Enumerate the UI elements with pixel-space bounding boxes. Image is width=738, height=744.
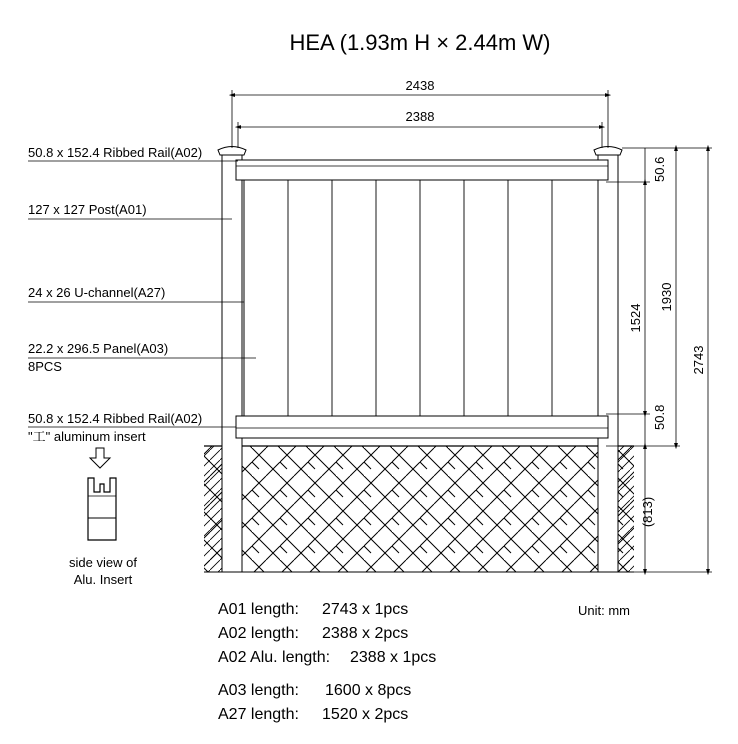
top-gap-label: 50.6 bbox=[652, 156, 667, 182]
down-arrow-icon bbox=[90, 448, 110, 468]
spec-a02-value: 2388 x 2pcs bbox=[322, 625, 409, 642]
panel-qty-label: 8PCS bbox=[28, 359, 62, 374]
bottom-rail bbox=[236, 416, 608, 438]
burial-depth-label: (813) bbox=[640, 496, 655, 528]
diagram-title: HEA (1.93m H × 2.44m W) bbox=[289, 30, 551, 55]
top-rail bbox=[236, 160, 608, 180]
bottom-rail-label: 50.8 x 152.4 Ribbed Rail(A02) bbox=[28, 411, 203, 426]
post-label: 127 x 127 Post(A01) bbox=[28, 202, 147, 217]
u-channel-label: 24 x 26 U-channel(A27) bbox=[28, 285, 166, 300]
spec-a02-alu-label: A02 Alu. length: bbox=[218, 649, 331, 666]
top-rail-label: 50.8 x 152.4 Ribbed Rail(A02) bbox=[28, 145, 203, 160]
spec-a27-label: A27 length: bbox=[218, 706, 299, 723]
panel-height-label: 1524 bbox=[628, 303, 643, 333]
side-view-label-line2: Alu. Insert bbox=[73, 572, 133, 587]
fence-panels bbox=[244, 180, 598, 416]
spec-a01-label: A01 length: bbox=[218, 601, 299, 618]
spec-a27-value: 1520 x 2pcs bbox=[322, 706, 409, 723]
overall-width-label: 2438 bbox=[405, 78, 435, 93]
spec-list bbox=[218, 601, 436, 723]
spec-a02-label: A02 length: bbox=[218, 625, 299, 642]
fence-height-label: 1930 bbox=[659, 282, 674, 312]
panel-label: 22.2 x 296.5 Panel(A03) bbox=[28, 341, 169, 356]
spec-a01-value: 2743 x 1pcs bbox=[322, 601, 409, 618]
spec-a03-value: 1600 x 8pcs bbox=[325, 682, 412, 699]
panel-width-label: 2388 bbox=[405, 109, 435, 124]
spec-a02-alu-value: 2388 x 1pcs bbox=[350, 649, 437, 666]
unit-label: Unit: mm bbox=[578, 603, 630, 618]
insert-label: "工" aluminum insert bbox=[28, 429, 146, 444]
side-view-label-line1: side view of bbox=[69, 555, 137, 570]
aluminum-insert-icon bbox=[88, 478, 116, 540]
bottom-gap-label: 50.8 bbox=[652, 404, 667, 430]
ground-section bbox=[204, 446, 634, 572]
post-length-label: 2743 bbox=[691, 345, 706, 375]
left-post bbox=[218, 147, 246, 573]
spec-a03-label: A03 length: bbox=[218, 682, 299, 699]
